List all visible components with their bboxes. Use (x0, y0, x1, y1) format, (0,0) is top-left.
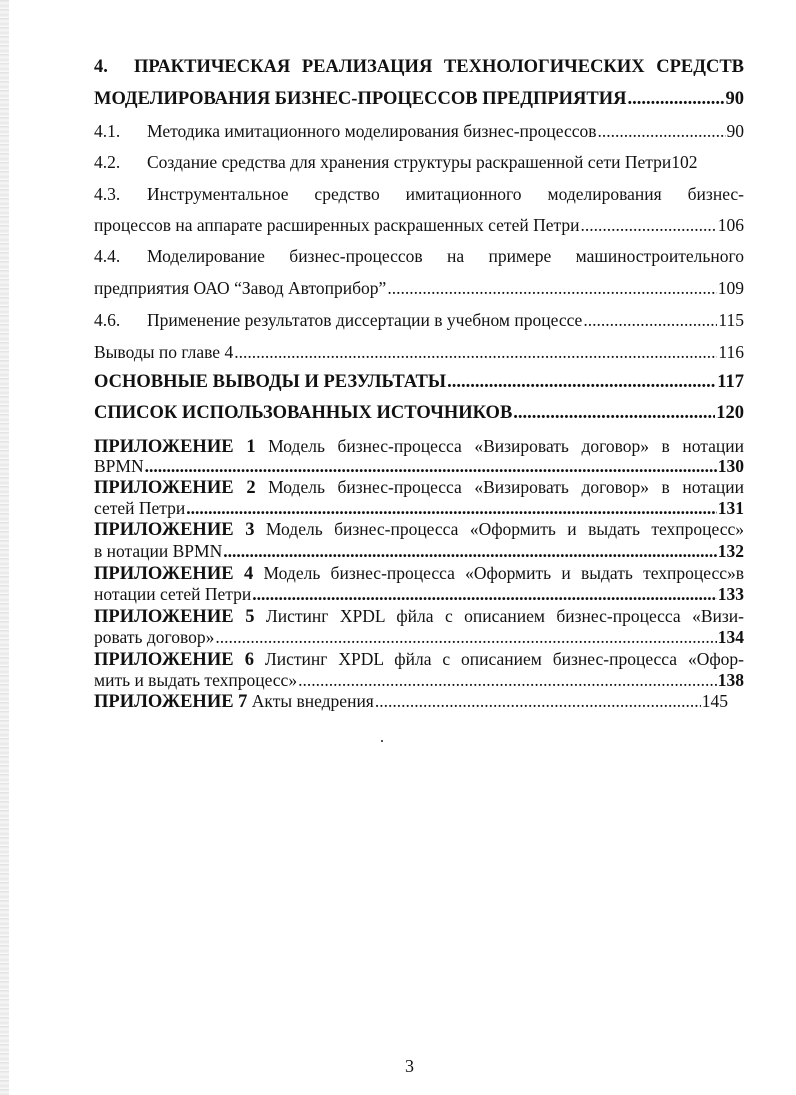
appendix-label: ПРИЛОЖЕНИЕ 4 (94, 564, 254, 584)
dot-leader (598, 121, 726, 141)
appendix-title-line1: Модель бизнес-процесса «Визировать договор» в нотации (268, 436, 744, 456)
section-title: Применение результатов диссертации в учебном процессе (147, 310, 583, 330)
toc-entry-4-2 (94, 152, 744, 172)
appendix-page: 130 (717, 456, 744, 476)
dot-leader (215, 627, 716, 647)
appendix-title-line1: Модель бизнес-процесса «Оформить и выдать техпроцесс»в (263, 563, 745, 583)
appendix-label: ПРИЛОЖЕНИЕ 2 (94, 478, 256, 498)
dot-leader (583, 310, 717, 330)
dot-leader (252, 584, 716, 604)
toc-appendix-6-line2 (94, 670, 744, 690)
section-page: 106 (717, 215, 744, 235)
toc-appendix-7 (94, 691, 728, 712)
toc-entry-4-3-line2 (94, 215, 744, 235)
chapter-4-number: 4. (94, 57, 108, 77)
section-page: 116 (718, 342, 744, 362)
dot-leader (447, 372, 716, 392)
section-title-line1: Инструментальное средство имитационного моделирования бизнес- (147, 184, 744, 204)
section-title: Создание средства для хранения структуры раскрашенной сети Петри (147, 152, 672, 172)
appendix-page: 138 (717, 670, 744, 690)
dot-leader (186, 498, 716, 518)
scan-speck (381, 740, 383, 742)
toc-appendix-6-line1 (94, 649, 744, 670)
toc-entry-main-conclusions (94, 372, 744, 392)
section-title: Выводы по главе 4 (94, 342, 234, 362)
section-page: 117 (717, 372, 744, 392)
section-number: 4.1. (94, 121, 121, 141)
toc-appendix-3-line2 (94, 541, 744, 561)
toc-entry-4-6 (94, 310, 744, 330)
appendix-page: 132 (717, 541, 744, 561)
appendix-title-line2: ровать договор» (94, 627, 215, 647)
appendix-title-line2: в нотации BPMN (94, 541, 223, 561)
dot-leader (513, 403, 715, 423)
toc-appendix-3-line1 (94, 519, 744, 540)
section-number: 4.3. (94, 184, 121, 204)
section-page: 102 (671, 152, 698, 172)
appendix-label: ПРИЛОЖЕНИЕ 3 (94, 520, 255, 540)
section-title-line1: Моделирование бизнес-процессов на примере машиностроительного (147, 246, 744, 266)
toc-entry-references (94, 403, 744, 423)
appendix-label: ПРИЛОЖЕНИЕ 7 (94, 692, 248, 712)
section-title: ОСНОВНЫЕ ВЫВОДЫ И РЕЗУЛЬТАТЫ (94, 372, 447, 392)
appendix-label: ПРИЛОЖЕНИЕ 6 (94, 650, 254, 670)
appendix-title: Акты внедрения (251, 691, 374, 711)
appendix-title-line1: Листинг XPDL фйла с описанием бизнес-процесса «Визи- (265, 606, 744, 626)
section-number: 4.4. (94, 246, 121, 266)
dot-leader (387, 278, 716, 298)
toc-entry-4-4-line1 (94, 246, 744, 266)
toc-entry-conclusions-4 (94, 342, 744, 362)
chapter-4-title-line1: ПРАКТИЧЕСКАЯ РЕАЛИЗАЦИЯ ТЕХНОЛОГИЧЕСКИХ СРЕДСТВ (134, 57, 744, 77)
dot-leader (234, 342, 717, 362)
appendix-title-line1: Модель бизнес-процесса «Оформить и выдать техпроцесс» (265, 519, 745, 539)
appendix-title-line2: мить и выдать техпроцесс» (94, 670, 298, 690)
dot-leader (145, 456, 717, 476)
scan-edge (0, 0, 9, 1095)
section-page: 120 (716, 403, 744, 423)
dot-leader (375, 691, 701, 711)
appendix-title-line1: Модель бизнес-процесса «Визировать договор» в нотации (268, 477, 744, 497)
toc-entry-4-4-line2 (94, 278, 744, 298)
section-title-line2: предприятия ОАО “Завод Автоприбор” (94, 278, 387, 298)
appendix-title-line2: BPMN (94, 456, 144, 476)
page-number: 3 (405, 1056, 414, 1076)
toc-entry-4-1 (94, 121, 744, 141)
toc-appendix-1-line2 (94, 456, 744, 476)
appendix-title-line2: сетей Петри (94, 498, 186, 518)
chapter-4-page: 90 (725, 89, 744, 109)
toc-appendix-2-line1 (94, 477, 744, 498)
toc-appendix-2-line2 (94, 498, 744, 518)
toc-appendix-4-line1 (94, 563, 744, 584)
section-number: 4.2. (94, 152, 121, 172)
toc-appendix-4-line2 (94, 584, 744, 604)
dot-leader (628, 89, 725, 109)
chapter-4-title-line2: МОДЕЛИРОВАНИЯ БИЗНЕС-ПРОЦЕССОВ ПРЕДПРИЯТИЯ (94, 89, 627, 109)
appendix-page: 131 (717, 498, 744, 518)
section-page: 109 (717, 278, 744, 298)
toc-appendix-5-line1 (94, 606, 744, 627)
appendix-page: 133 (717, 584, 744, 604)
appendix-label: ПРИЛОЖЕНИЕ 1 (94, 437, 256, 457)
toc-appendix-5-line2 (94, 627, 744, 647)
appendix-page: 134 (717, 627, 744, 647)
dot-leader (298, 670, 717, 690)
section-number: 4.6. (94, 310, 121, 330)
toc-entry-4-3-line1 (94, 184, 744, 204)
dot-leader (580, 215, 716, 235)
chapter-4-heading-line1 (94, 57, 744, 77)
appendix-page: 145 (701, 691, 728, 711)
chapter-4-heading-line2 (94, 89, 744, 109)
dot-leader (223, 541, 717, 561)
section-title: СПИСОК ИСПОЛЬЗОВАННЫХ ИСТОЧНИКОВ (94, 403, 513, 423)
toc-appendix-1-line1 (94, 436, 744, 457)
appendix-title-line2: нотации сетей Петри (94, 584, 252, 604)
appendix-title-line1: Листинг XPDL фйла с описанием бизнес-процесса «Офор- (264, 649, 745, 669)
section-title-line2: процессов на аппарате расширенных раскрашенных сетей Петри (94, 215, 580, 235)
section-title: Методика имитационного моделирования бизнес-процессов (147, 121, 597, 141)
appendix-label: ПРИЛОЖЕНИЕ 5 (94, 607, 255, 627)
section-page: 115 (718, 310, 744, 330)
section-page: 90 (726, 121, 744, 141)
